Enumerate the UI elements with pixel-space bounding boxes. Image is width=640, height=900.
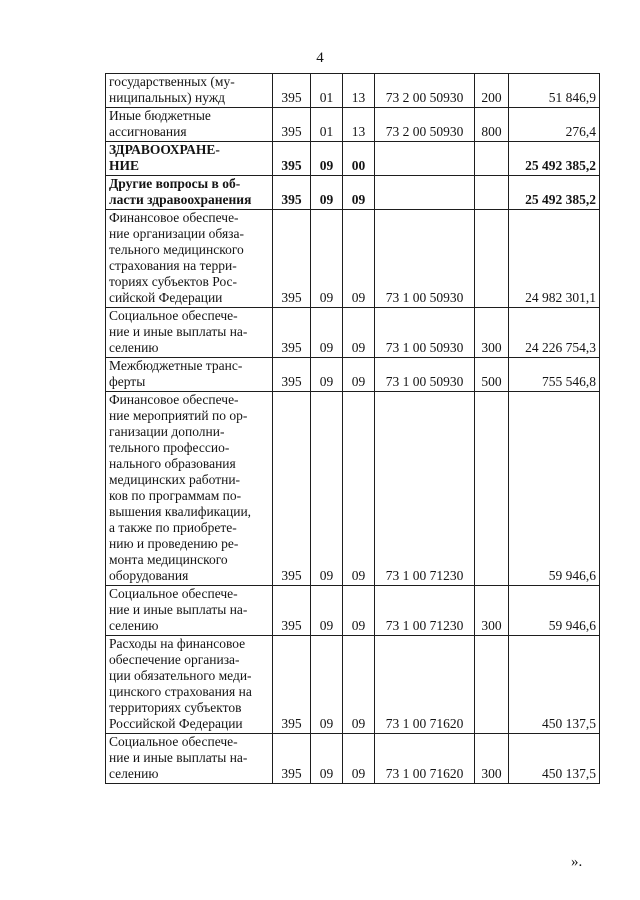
amount: 25 492 385,2 — [509, 176, 600, 210]
grbs-code: 395 — [273, 108, 311, 142]
expense-name: Межбюджетные транс- ферты — [106, 358, 273, 392]
expense-name: государственных (му- ниципальных) нужд — [106, 74, 273, 108]
subsection-code: 13 — [343, 108, 375, 142]
amount: 755 546,8 — [509, 358, 600, 392]
target-article-code: 73 1 00 50930 — [375, 358, 475, 392]
expense-name: Другие вопросы в об- ласти здравоохранения — [106, 176, 273, 210]
section-code: 09 — [311, 586, 343, 636]
amount: 51 846,9 — [509, 74, 600, 108]
section-code: 09 — [311, 636, 343, 734]
expense-type-code: 300 — [475, 308, 509, 358]
section-code: 09 — [311, 176, 343, 210]
table-row — [106, 586, 600, 636]
section-code: 01 — [311, 108, 343, 142]
expense-type-code: 500 — [475, 358, 509, 392]
expense-type-code: 300 — [475, 586, 509, 636]
section-code: 09 — [311, 308, 343, 358]
target-article-code: 73 1 00 71620 — [375, 636, 475, 734]
amount: 450 137,5 — [509, 734, 600, 784]
budget-table — [105, 73, 600, 784]
expense-name: ЗДРАВООХРАНЕ- НИЕ — [106, 142, 273, 176]
target-article-code — [375, 176, 475, 210]
subsection-code: 00 — [343, 142, 375, 176]
table-row — [106, 210, 600, 308]
section-code: 01 — [311, 74, 343, 108]
expense-name: Финансовое обеспече- ние организации обяза- тельного медицинского страхования на терри- ториях субъектов Рос- сийской Федерации — [106, 210, 273, 308]
subsection-code: 09 — [343, 392, 375, 586]
section-code: 09 — [311, 392, 343, 586]
target-article-code: 73 1 00 50930 — [375, 308, 475, 358]
table-row — [106, 142, 600, 176]
budget-table-body — [106, 74, 600, 784]
closing-quote-mark: ». — [571, 854, 583, 870]
subsection-code: 09 — [343, 210, 375, 308]
table-row — [106, 734, 600, 784]
table-row — [106, 74, 600, 108]
amount: 59 946,6 — [509, 586, 600, 636]
grbs-code: 395 — [273, 74, 311, 108]
expense-name: Финансовое обеспече- ние мероприятий по ор- ганизации дополни- тельного профессио- нального образования медицинских работни- ков по программам по- вышения квалификации, а также по приобрете- нию и проведению ре- монта медицинского оборудования — [106, 392, 273, 586]
subsection-code: 09 — [343, 308, 375, 358]
expense-type-code — [475, 142, 509, 176]
amount: 24 982 301,1 — [509, 210, 600, 308]
table-row — [106, 392, 600, 586]
expense-type-code: 200 — [475, 74, 509, 108]
expense-type-code — [475, 176, 509, 210]
target-article-code: 73 1 00 71230 — [375, 586, 475, 636]
expense-name: Социальное обеспече- ние и иные выплаты на- селению — [106, 586, 273, 636]
expense-name: Расходы на финансовое обеспечение организа- ции обязательного меди- цинского страхования на территориях субъектов Российской Федерации — [106, 636, 273, 734]
grbs-code: 395 — [273, 392, 311, 586]
expense-type-code — [475, 210, 509, 308]
target-article-code: 73 2 00 50930 — [375, 108, 475, 142]
amount: 59 946,6 — [509, 392, 600, 586]
expense-type-code: 800 — [475, 108, 509, 142]
target-article-code: 73 1 00 50930 — [375, 210, 475, 308]
amount: 24 226 754,3 — [509, 308, 600, 358]
expense-name: Социальное обеспече- ние и иные выплаты на- селению — [106, 734, 273, 784]
page-number: 4 — [316, 50, 324, 66]
subsection-code: 09 — [343, 734, 375, 784]
expense-name: Иные бюджетные ассигнования — [106, 108, 273, 142]
target-article-code: 73 1 00 71230 — [375, 392, 475, 586]
grbs-code: 395 — [273, 210, 311, 308]
section-code: 09 — [311, 142, 343, 176]
section-code: 09 — [311, 734, 343, 784]
grbs-code: 395 — [273, 358, 311, 392]
grbs-code: 395 — [273, 586, 311, 636]
grbs-code: 395 — [273, 142, 311, 176]
section-code: 09 — [311, 358, 343, 392]
table-row — [106, 358, 600, 392]
grbs-code: 395 — [273, 734, 311, 784]
grbs-code: 395 — [273, 636, 311, 734]
target-article-code — [375, 142, 475, 176]
amount: 276,4 — [509, 108, 600, 142]
subsection-code: 09 — [343, 586, 375, 636]
table-row — [106, 636, 600, 734]
table-row — [106, 176, 600, 210]
subsection-code: 09 — [343, 636, 375, 734]
expense-name: Социальное обеспече- ние и иные выплаты на- селению — [106, 308, 273, 358]
target-article-code: 73 1 00 71620 — [375, 734, 475, 784]
subsection-code: 13 — [343, 74, 375, 108]
expense-type-code: 300 — [475, 734, 509, 784]
grbs-code: 395 — [273, 176, 311, 210]
expense-type-code — [475, 636, 509, 734]
grbs-code: 395 — [273, 308, 311, 358]
target-article-code: 73 2 00 50930 — [375, 74, 475, 108]
table-row — [106, 108, 600, 142]
amount: 25 492 385,2 — [509, 142, 600, 176]
subsection-code: 09 — [343, 358, 375, 392]
table-row — [106, 308, 600, 358]
section-code: 09 — [311, 210, 343, 308]
expense-type-code — [475, 392, 509, 586]
amount: 450 137,5 — [509, 636, 600, 734]
subsection-code: 09 — [343, 176, 375, 210]
